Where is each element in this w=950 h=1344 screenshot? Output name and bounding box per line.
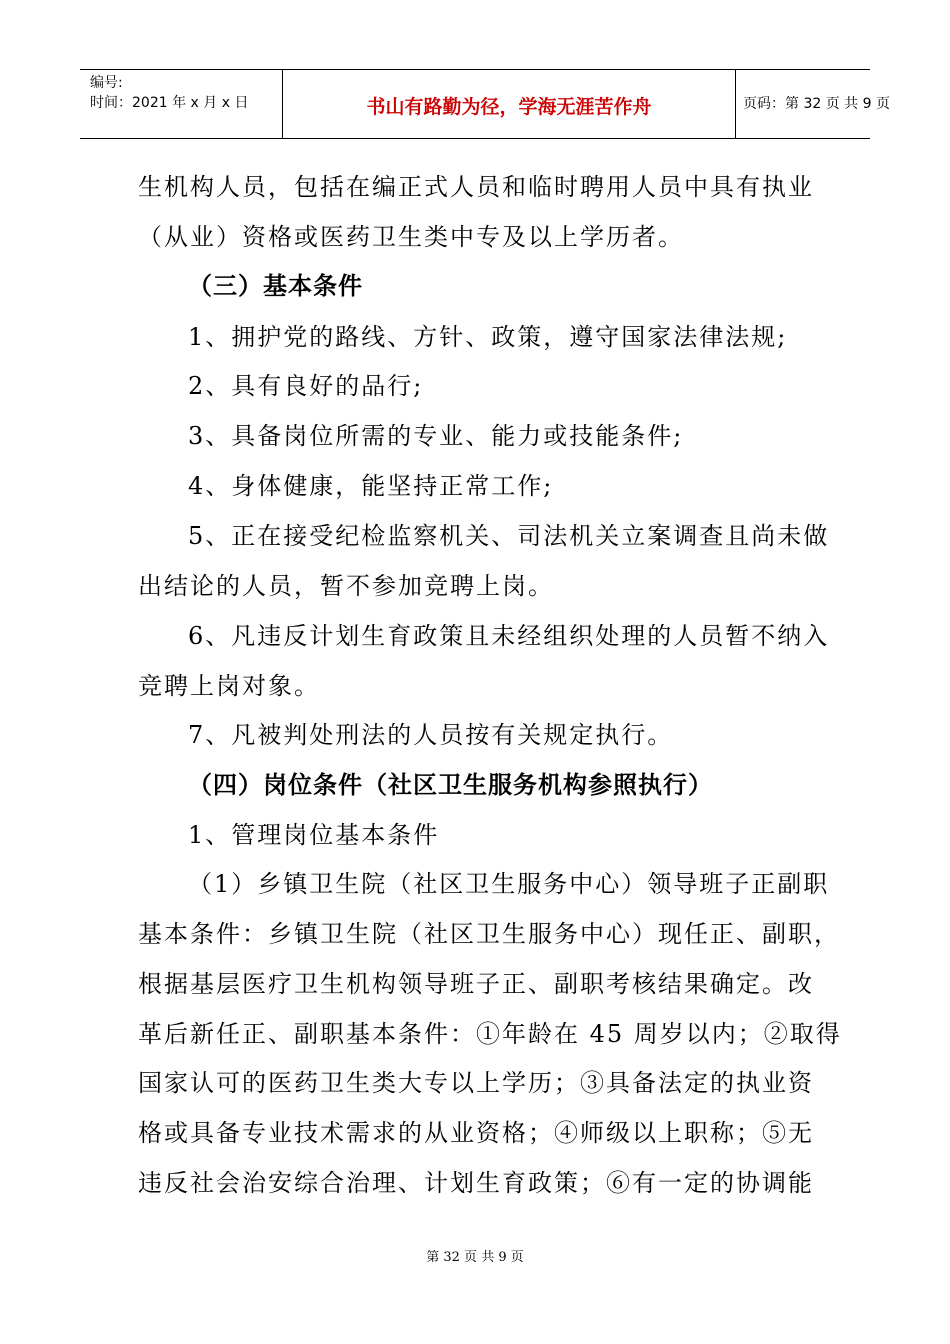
list-item: 7、凡被判处刑法的人员按有关规定执行。 xyxy=(188,721,674,749)
header-motto-cell xyxy=(282,70,736,138)
paragraph-line: 根据基层医疗卫生机构领导班子正、副职考核结果确定。改 xyxy=(138,970,814,998)
document-number-label: 编号: xyxy=(90,75,123,91)
paragraph-line: 国家认可的医药卫生类大专以上学历；③具备法定的执业资 xyxy=(138,1069,814,1097)
paragraph-line: 格或具备专业技术需求的从业资格；④师级以上职称；⑤无 xyxy=(138,1119,814,1147)
list-item: 6、凡违反计划生育政策且未经组织处理的人员暂不纳入 xyxy=(188,622,830,650)
list-item: 3、具备岗位所需的专业、能力或技能条件; xyxy=(188,422,684,450)
paragraph-line: 生机构人员，包括在编正式人员和临时聘用人员中具有执业 xyxy=(138,173,814,201)
header-motto: 书山有路勤为径，学海无涯苦作舟 xyxy=(366,96,652,118)
header-page-label: 页码：第 32 页 共 9 页 xyxy=(743,96,890,112)
paragraph-line: 违反社会治安综合治理、计划生育政策；⑥有一定的协调能 xyxy=(138,1169,814,1197)
section-heading: （四）岗位条件（社区卫生服务机构参照执行） xyxy=(188,771,713,799)
paragraph-line: 竞聘上岗对象。 xyxy=(138,672,320,700)
header-meta-cell xyxy=(80,70,282,138)
page-footer: 第 32 页 共 9 页 xyxy=(426,1250,524,1265)
paragraph-line: （从业）资格或医药卫生类中专及以上学历者。 xyxy=(138,223,684,251)
paragraph-line: 出结论的人员，暂不参加竞聘上岗。 xyxy=(138,572,554,600)
document-date-label: 时间：2021 年 x 月 x 日 xyxy=(90,95,249,111)
subsection-heading: 1、管理岗位基本条件 xyxy=(188,821,440,849)
document-header xyxy=(80,69,890,139)
paragraph-line: （1）乡镇卫生院（社区卫生服务中心）领导班子正副职 xyxy=(188,870,830,898)
header-page-cell xyxy=(735,70,890,138)
list-item: 1、拥护党的路线、方针、政策，遵守国家法律法规; xyxy=(188,323,788,351)
list-item: 2、具有良好的品行; xyxy=(188,372,424,400)
paragraph-line: 革后新任正、副职基本条件：①年龄在 45 周岁以内；②取得 xyxy=(138,1020,842,1048)
section-heading: （三）基本条件 xyxy=(188,272,363,300)
paragraph-line: 基本条件：乡镇卫生院（社区卫生服务中心）现任正、副职， xyxy=(138,920,840,948)
list-item: 4、身体健康，能坚持正常工作; xyxy=(188,472,554,500)
list-item: 5、正在接受纪检监察机关、司法机关立案调查且尚未做 xyxy=(188,522,830,550)
